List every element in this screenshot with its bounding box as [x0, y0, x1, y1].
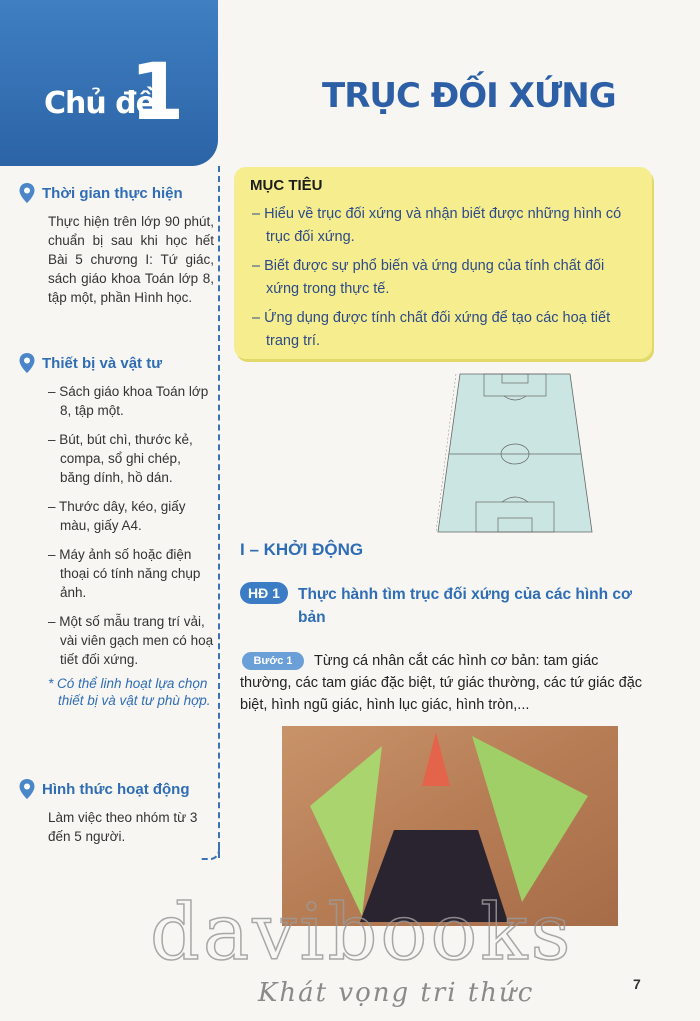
sidebar-time-text: Thực hiện trên lớp 90 phút, chuẩn bị sau khi học hết Bài 5 chương I: Tứ giác, sách giáo khoa Toán lớp 8, tập một, phần Hình học.	[48, 214, 214, 305]
step-text: Từng cá nhân cắt các hình cơ bản: tam giác thường, các tam giác đặc biệt, tứ giác thường, các tứ giác đặc biệt, hình ngũ giác, hình lục giác, hình tròn,...	[240, 653, 643, 713]
list-item: – Một số mẫu trang trí vải, vài viên gạch men có hoạ tiết đối xứng.	[48, 614, 214, 667]
list-item: – Máy ảnh số hoặc điện thoại có tính năng chụp ảnh.	[48, 547, 201, 600]
location-pin-icon	[18, 182, 36, 204]
list-item: – Biết được sự phổ biến và ứng dụng của tính chất đối xứng trong thực tế.	[252, 258, 605, 297]
page-number: 7	[633, 976, 641, 992]
activity-badge: HĐ 1	[240, 582, 288, 604]
sidebar-divider-end	[200, 848, 220, 860]
chapter-label: Chủ đề	[44, 86, 155, 121]
list-item: – Ứng dụng được tính chất đối xứng để tạo các hoạ tiết trang trí.	[252, 310, 611, 349]
equipment-note: * Có thể linh hoạt lựa chọn thiết bị và vật tư phù hợp.	[48, 676, 211, 708]
list-item: – Bút, bút chì, thước kẻ, compa, sổ ghi chép, băng dính, hồ dán.	[48, 432, 193, 485]
chapter-tab	[0, 0, 218, 166]
list-item: – Sách giáo khoa Toán lớp 8, tập một.	[48, 384, 209, 418]
list-item: – Thước dây, kéo, giấy màu, giấy A4.	[48, 499, 186, 533]
sidebar-divider	[218, 166, 220, 858]
watermark-brand: davibooks	[150, 888, 574, 978]
sidebar-activity-section	[18, 778, 214, 846]
step-badge: Bước 1	[242, 652, 304, 670]
football-field-illustration	[436, 362, 594, 540]
location-pin-icon	[18, 352, 36, 374]
list-item: – Hiểu về trục đối xứng và nhận biết được những hình có trục đối xứng.	[252, 206, 622, 245]
objectives-box	[234, 167, 652, 359]
sidebar-time-heading: Thời gian thực hiện	[42, 184, 183, 202]
objectives-title: MỤC TIÊU	[250, 177, 323, 194]
objectives-list	[252, 203, 640, 359]
chapter-number: 1	[130, 48, 185, 138]
sidebar-time-section	[18, 182, 214, 307]
sidebar-equipment-heading: Thiết bị và vật tư	[42, 354, 163, 372]
activity-title: Thực hành tìm trục đối xứng của các hình cơ bản	[298, 586, 633, 626]
sidebar-activity-heading: Hình thức hoạt động	[42, 780, 190, 798]
watermark-slogan: Khát vọng tri thức	[258, 978, 535, 1008]
section-title: I – KHỞI ĐỘNG	[240, 540, 364, 559]
equipment-list	[48, 382, 214, 669]
sidebar-equipment-section	[18, 352, 214, 709]
location-pin-icon	[18, 778, 36, 800]
page-title: TRỤC ĐỐI XỨNG	[322, 76, 616, 116]
sidebar-activity-text: Làm việc theo nhóm từ 3 đến 5 người.	[48, 810, 198, 844]
